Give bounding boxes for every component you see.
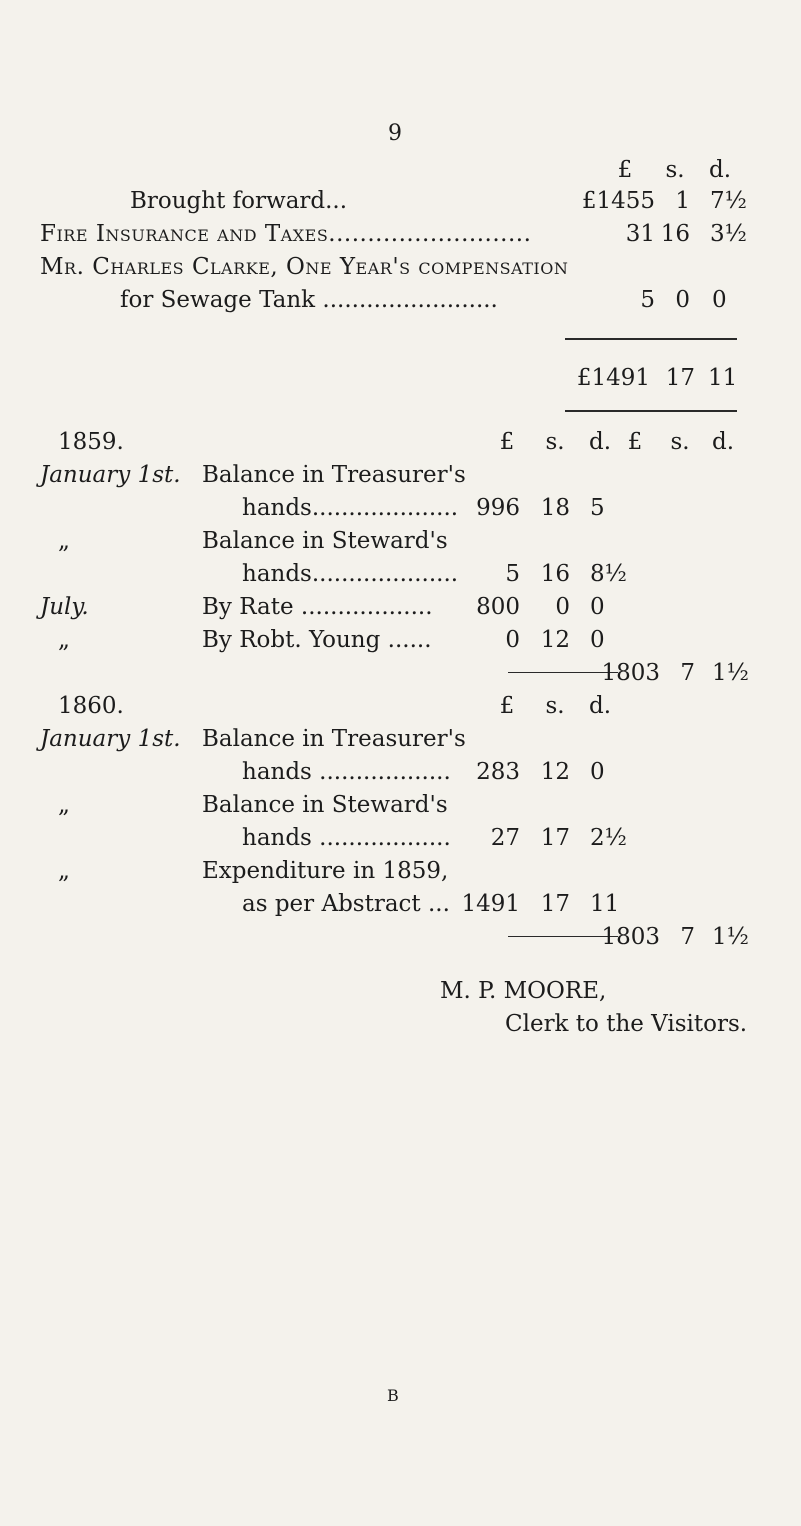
r1859-0-date: January 1st. — [40, 462, 181, 488]
top-total-pence: 11 — [708, 365, 738, 391]
r1859-3-pounds: 5 — [505, 561, 520, 587]
brought-forward-label: Brought forward... — [130, 188, 348, 214]
r1859-4-pounds: 800 — [476, 594, 520, 620]
brought-forward-pounds: £1455 — [581, 188, 655, 214]
r1860-0-date: January 1st. — [40, 726, 181, 752]
r1860-1-desc: hands .................. — [242, 759, 451, 785]
fire-insurance-label: Fire Insurance and Taxes.......................... — [40, 221, 532, 247]
top-close-rule — [565, 410, 737, 412]
r1860-0-desc: Balance in Treasurer's — [202, 726, 466, 752]
r1859-total-pence: 1½ — [712, 660, 749, 686]
top-total-rule — [565, 338, 737, 340]
year-1859: 1859. — [58, 429, 124, 455]
sewage-tank-pounds: 5 — [640, 287, 655, 313]
r1860-5-shillings: 17 — [540, 891, 570, 917]
r1860-2-date: „ — [58, 792, 70, 818]
r1860-total-shillings: 7 — [680, 924, 695, 950]
r1859-5-pounds: 0 — [505, 627, 520, 653]
h1860-pence: d. — [588, 693, 612, 719]
r1860-1-pence: 0 — [590, 759, 605, 785]
r1859-2-date: „ — [58, 528, 70, 554]
r1859-4-date: July. — [40, 594, 89, 620]
r1860-3-shillings: 17 — [540, 825, 570, 851]
r1859-5-shillings: 12 — [540, 627, 570, 653]
r1860-total-pounds: 1803 — [601, 924, 660, 950]
top-total-shillings: 17 — [665, 365, 695, 391]
signature-title: Clerk to the Visitors. — [505, 1011, 748, 1037]
signature-mark: B — [387, 1386, 399, 1405]
r1859-1-pence: 5 — [590, 495, 605, 521]
r1860-1-shillings: 12 — [540, 759, 570, 785]
sewage-tank-pence: 0 — [712, 287, 727, 313]
r1859-total-shillings: 7 — [680, 660, 695, 686]
r1859-1-desc: hands.................... — [242, 495, 459, 521]
page-number: 9 — [388, 121, 402, 146]
r1859-4-desc: By Rate .................. — [202, 594, 433, 620]
r1859-4-shillings: 0 — [555, 594, 570, 620]
brought-forward-shillings: 1 — [675, 188, 690, 214]
r1860-5-pence: 11 — [590, 891, 620, 917]
r1860-total-pence: 1½ — [712, 924, 749, 950]
r1860-1-pounds: 283 — [476, 759, 520, 785]
clarke-compensation-label — [40, 253, 568, 281]
r1859-3-shillings: 16 — [540, 561, 570, 587]
r1859-5-desc: By Robt. Young ...... — [202, 627, 432, 653]
top-header-pounds: £ — [617, 157, 633, 183]
h1860-pounds: £ — [499, 693, 515, 719]
fire-insurance-pence: 3½ — [710, 221, 747, 247]
r1859-2-desc: Balance in Steward's — [202, 528, 448, 554]
h1860-shillings: s. — [545, 693, 565, 719]
top-header-shillings: s. — [665, 157, 685, 183]
h1859-pence-2: d. — [711, 429, 735, 455]
h1859-pounds-1: £ — [499, 429, 515, 455]
r1860-2-desc: Balance in Steward's — [202, 792, 448, 818]
fire-insurance-pounds: 31 — [625, 221, 655, 247]
h1859-shillings-1: s. — [545, 429, 565, 455]
r1860-5-pounds: 1491 — [461, 891, 520, 917]
r1860-3-desc: hands .................. — [242, 825, 451, 851]
r1860-5-desc: as per Abstract ... — [242, 891, 450, 917]
sewage-tank-shillings: 0 — [675, 287, 690, 313]
r1859-0-desc: Balance in Treasurer's — [202, 462, 466, 488]
r1859-3-pence: 8½ — [590, 561, 627, 587]
top-header-pence: d. — [708, 157, 732, 183]
r1860-4-date: „ — [58, 858, 70, 884]
signature-name: M. P. MOORE, — [440, 978, 607, 1004]
h1859-shillings-2: s. — [670, 429, 690, 455]
r1859-4-pence: 0 — [590, 594, 605, 620]
r1860-3-pounds: 27 — [490, 825, 520, 851]
clarke-name: Mr. Charles Clarke, One Year's compensation — [40, 254, 569, 280]
brought-forward-pence: 7½ — [710, 188, 747, 214]
r1860-3-pence: 2½ — [590, 825, 627, 851]
h1859-pence-1: d. — [588, 429, 612, 455]
r1859-total-pounds: 1803 — [601, 660, 660, 686]
r1859-5-date: „ — [58, 627, 70, 653]
top-total-pounds: £1491 — [576, 365, 650, 391]
r1860-4-desc: Expenditure in 1859, — [202, 858, 449, 884]
r1859-3-desc: hands.................... — [242, 561, 459, 587]
r1859-1-shillings: 18 — [540, 495, 570, 521]
year-1860: 1860. — [58, 693, 124, 719]
r1859-5-pence: 0 — [590, 627, 605, 653]
fire-insurance-shillings: 16 — [660, 221, 690, 247]
sewage-tank-label: for Sewage Tank ........................ — [120, 287, 498, 313]
r1859-1-pounds: 996 — [476, 495, 520, 521]
h1859-pounds-2: £ — [627, 429, 643, 455]
